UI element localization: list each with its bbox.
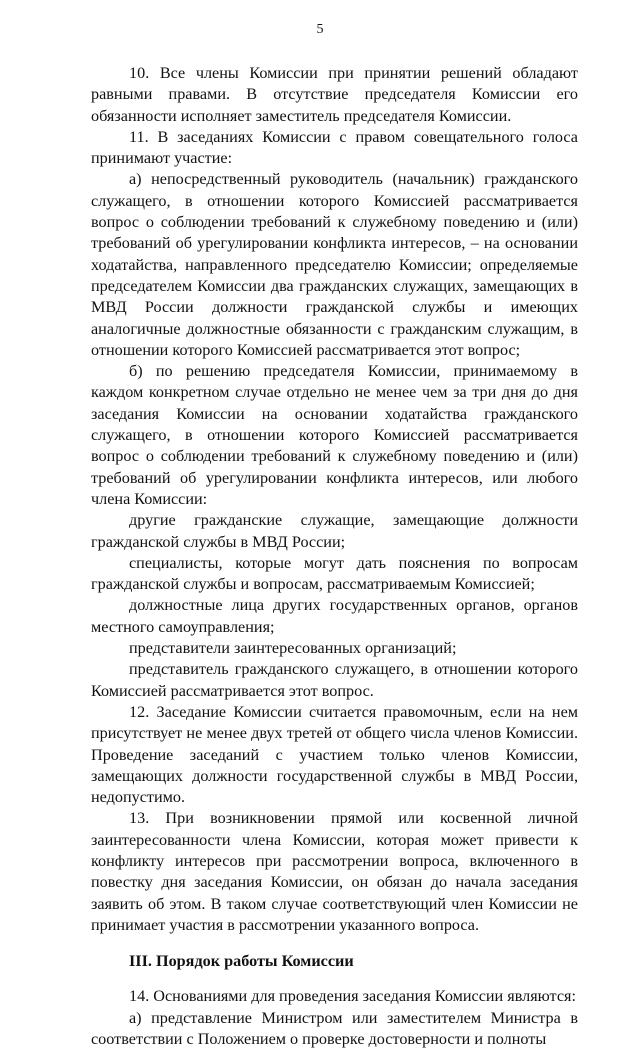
paragraph-13: 13. При возникновении прямой или косвенной личной заинтересованности члена Комиссии, которая может привести к конфликту интересов при рассмотрении вопроса, включенного в повестку дня заседания Комиссии, он обязан до начала заседания заявить об этом. В таком случае соответствующий член Комиссии не принимает участия в рассмотрении указанного вопроса. xyxy=(91,809,578,934)
list-item-officials: должностные лица других государственных органов, органов местного самоуправления; xyxy=(91,596,578,636)
page-number: 5 xyxy=(316,22,324,37)
paragraph-10: 10. Все члены Комиссии при принятии решений обладают равными правами. В отсутствие председателя Комиссии его обязанности исполняет заместитель председателя Комиссии. xyxy=(91,64,578,125)
paragraph-14a: а) представление Министром или заместителем Министра в соответствии с Положением о проверке достоверности и полноты xyxy=(91,1008,578,1049)
paragraph-14: 14. Основаниями для проведения заседания Комиссии являются: xyxy=(129,987,576,1006)
list-item-civil-servants: другие гражданские служащие, замещающие должности гражданской службы в МВД России; xyxy=(91,511,578,551)
paragraph-12: 12. Заседание Комиссии считается правомочным, если на нем присутствует не менее двух третей от общего числа членов Комиссии. Проведение заседаний с участием только членов Комиссии, замещающих должности государственной службы в МВД России, недопустимо. xyxy=(91,702,578,807)
list-item-organizations: представители заинтересованных организаций; xyxy=(129,639,457,658)
document-body xyxy=(91,63,578,1050)
paragraph-11: 11. В заседаниях Комиссии с правом совещательного голоса принимают участие: xyxy=(91,127,578,168)
list-item-specialists: специалисты, которые могут дать пояснения по вопросам гражданской службы и вопросам, рассматриваемым Комиссией; xyxy=(91,553,578,594)
paragraph-11b: б) по решению председателя Комиссии, принимаемому в каждом конкретном случае отдельно не менее чем за три дня до дня заседания Комиссии на основании ходатайства гражданского служащего, в отношении которого Комиссией рассматривается вопрос о соблюдении требований к служебному поведению и (или) требований об урегулировании конфликта интересов, или любого члена Комиссии: xyxy=(91,362,578,508)
paragraph-11a: а) непосредственный руководитель (начальник) гражданского служащего, в отношении которого Комиссией рассматривается вопрос о соблюдении требований к служебному поведению и (или) требований об урегулировании конфликта интересов, – на основании ходатайства, направленного председателю Комиссии; определяемые председателем Комиссии два гражданских служащих, замещающих в МВД России должности гражданской службы и имеющих аналогичные должностные обязанности с гражданским служащим, в отношении которого Комиссией рассматривается этот вопрос; xyxy=(91,170,578,359)
list-item-representative: представитель гражданского служащего, в отношении которого Комиссией рассматривается этот вопрос. xyxy=(91,660,578,700)
section-heading: III. Порядок работы Комиссии xyxy=(129,952,354,971)
